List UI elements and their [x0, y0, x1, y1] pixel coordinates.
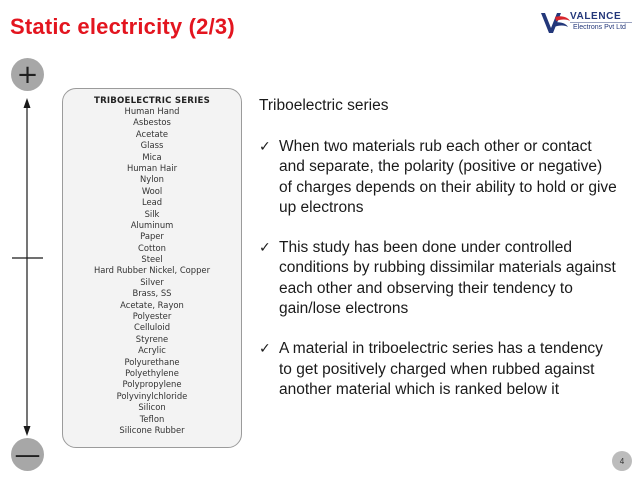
- plus-icon: +: [16, 59, 39, 90]
- bullet-text: When two materials rub each other or contact and separate, the polarity (positive or negative) of charges depends on their ability to hold or give up electrons: [279, 138, 617, 216]
- series-material-item: Human Hair: [126, 162, 178, 173]
- series-material-item: Lead: [141, 197, 163, 208]
- series-material-item: Acetate: [135, 128, 169, 139]
- series-material-item: Polypropylene: [122, 379, 182, 390]
- content-panel: [259, 96, 619, 420]
- series-title: TRIBOELECTRIC SERIES: [94, 96, 210, 106]
- series-material-item: Hard Rubber Nickel, Copper: [93, 265, 211, 276]
- series-material-item: Polyurethane: [124, 356, 180, 367]
- series-material-item: Mica: [142, 151, 162, 162]
- series-material-item: Silicone Rubber: [119, 424, 185, 435]
- series-material-item: Silicon: [138, 402, 166, 413]
- checkmark-icon: ✓: [259, 341, 271, 358]
- series-material-item: Polyester: [132, 311, 172, 322]
- series-list: [63, 106, 241, 436]
- slide-title: Static electricity (2/3): [10, 14, 235, 39]
- series-material-item: Wool: [141, 185, 163, 196]
- checkmark-icon: ✓: [259, 240, 271, 257]
- series-material-item: Paper: [140, 231, 164, 242]
- series-material-item: Celluloid: [133, 322, 171, 333]
- series-material-item: Brass, SS: [132, 288, 172, 299]
- series-material-item: Polyethylene: [125, 367, 179, 378]
- series-material-item: Asbestos: [133, 117, 171, 128]
- logo-name: VALENCE: [570, 11, 622, 22]
- valence-logo-icon: [539, 9, 573, 37]
- series-material-item: Nylon: [140, 174, 164, 185]
- page-number: 4: [612, 451, 632, 471]
- series-material-item: Acrylic: [138, 345, 166, 356]
- logo-subtitle: Electrons Pvt Ltd: [573, 24, 626, 31]
- bullet-text: This study has been done under controlled conditions by rubbing dissimilar materials against each other and observing their tendency to gain/lose electrons: [279, 239, 616, 318]
- series-material-item: Teflon: [139, 413, 165, 424]
- checkmark-icon: ✓: [259, 139, 271, 155]
- series-material-item: Polyvinylchloride: [116, 390, 188, 401]
- intro-text: Triboelectric series: [259, 97, 389, 114]
- bullet-item: [259, 238, 619, 319]
- series-material-item: Styrene: [135, 333, 169, 344]
- minus-icon: —: [14, 439, 41, 470]
- series-material-item: Glass: [140, 140, 164, 151]
- positive-polarity-badge: [11, 58, 44, 91]
- bullet-item: [259, 137, 619, 218]
- series-material-item: Silver: [140, 276, 164, 287]
- triboelectric-series-table: [62, 88, 242, 448]
- company-logo: [539, 9, 634, 37]
- series-material-item: Steel: [141, 254, 163, 265]
- series-material-item: Aluminum: [130, 219, 174, 230]
- negative-polarity-badge: [11, 438, 44, 471]
- bullet-text: A material in triboelectric series has a tendency to get positively charged when rubbed against another material which is ranked below it: [279, 340, 603, 398]
- bullet-item: [259, 339, 619, 400]
- logo-divider: [570, 22, 632, 23]
- series-material-item: Human Hand: [124, 106, 180, 116]
- series-material-item: Cotton: [138, 242, 166, 253]
- series-material-item: Acetate, Rayon: [120, 299, 184, 310]
- series-material-item: Silk: [144, 208, 160, 219]
